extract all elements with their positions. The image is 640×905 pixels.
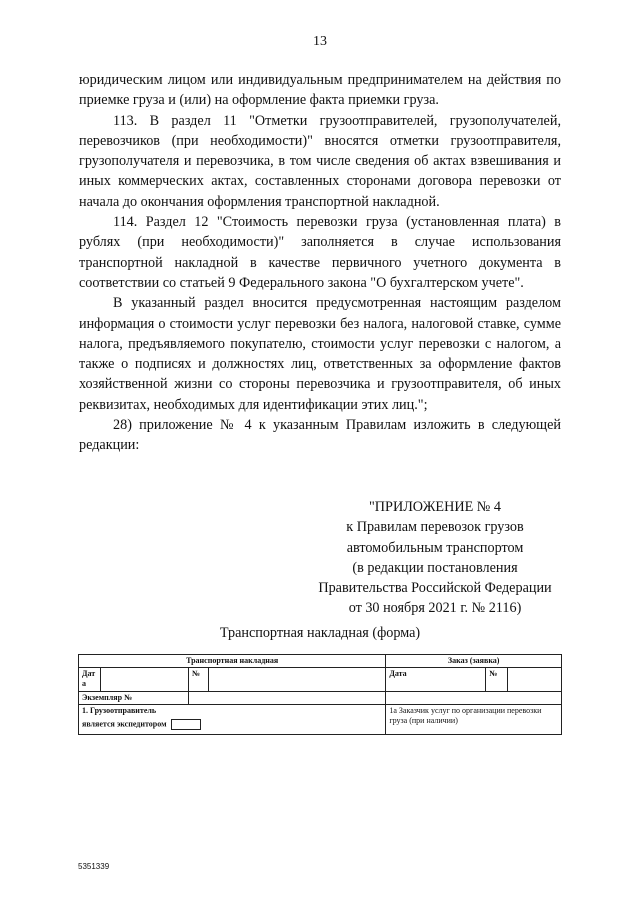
- customer-label: 1а Заказчик услуг по организации перевозки груза (при наличии): [386, 705, 562, 735]
- paragraph-continuation: юридическим лицом или индивидуальным предпринимателем на действия по приемке груза и (или) на оформление факта приемки груза.: [79, 72, 561, 109]
- blank-cell: [386, 692, 562, 705]
- date-field-left[interactable]: [100, 668, 188, 692]
- form-header-order: Заказ (заявка): [386, 655, 562, 668]
- paragraph-114: 114. Раздел 12 "Стоимость перевозки груза (установленная плата) в рублях (при необходимости)" заполняется в случае использования транспортной накладной в качестве первичного учетного документа в соответствии со статьей 9 Федерального закона "О бухгалтерском учете".: [79, 214, 561, 291]
- paragraph-28: 28) приложение № 4 к указанным Правилам изложить в следующей редакции:: [79, 417, 561, 454]
- appendix-heading: [290, 497, 580, 619]
- body-text: [79, 70, 561, 456]
- paragraph-section-info: В указанный раздел вносится предусмотренная настоящим разделом информация о стоимости услуг перевозки без налога, налоговой ставке, сумме налога, предъявляемого покупателю, стоимости услуг перевозки с налогом, а также о подписях и должностях лиц, ответственных за оформление фактов хозяйственной жизни со стороны перевозчика и грузоотправителя, об иных реквизитах, необходимых для идентификации этих лиц.";: [79, 295, 561, 413]
- footer-code: 5351339: [78, 862, 110, 871]
- copy-number-field[interactable]: [188, 692, 386, 705]
- form-header-waybill: Транспортная накладная: [79, 655, 386, 668]
- appendix-line: (в редакции постановления: [352, 559, 518, 576]
- shipper-label: 1. Грузоотправитель: [82, 706, 157, 715]
- date-label-left: Дат а: [79, 668, 101, 692]
- appendix-line: автомобильным транспортом: [346, 539, 524, 556]
- number-field-right[interactable]: [508, 668, 562, 692]
- paragraph-113: 113. В раздел 11 "Отметки грузоотправителей, грузополучателей, перевозчиков (при необходимости)" вносятся отметки грузоотправителя, грузополучателя и перевозчика, в том числе сведения об актах взвешивания и иных коммерческих актах, составленных сторонами договора перевозки от начала до окончания оформления транспортной накладной.: [79, 112, 561, 210]
- number-label-left: №: [188, 668, 208, 692]
- appendix-line: Правительства Российской Федерации: [318, 580, 552, 597]
- number-field-left[interactable]: [208, 668, 386, 692]
- appendix-line: "ПРИЛОЖЕНИЕ № 4: [369, 499, 501, 515]
- appendix-line: к Правилам перевозок грузов: [346, 519, 524, 536]
- page-number: 13: [313, 34, 327, 49]
- number-label-right: №: [486, 668, 508, 692]
- waybill-form-table: [78, 654, 562, 735]
- forwarder-label: является экспедитором: [82, 719, 167, 729]
- copy-number-label: Экземпляр №: [79, 692, 189, 705]
- forwarder-row: [82, 719, 382, 730]
- date-label-right: Дата: [386, 668, 486, 692]
- form-title: Транспортная накладная (форма): [219, 625, 421, 641]
- forwarder-checkbox[interactable]: [171, 719, 201, 730]
- appendix-line: от 30 ноября 2021 г. № 2116): [348, 600, 522, 617]
- shipper-cell: [79, 705, 386, 735]
